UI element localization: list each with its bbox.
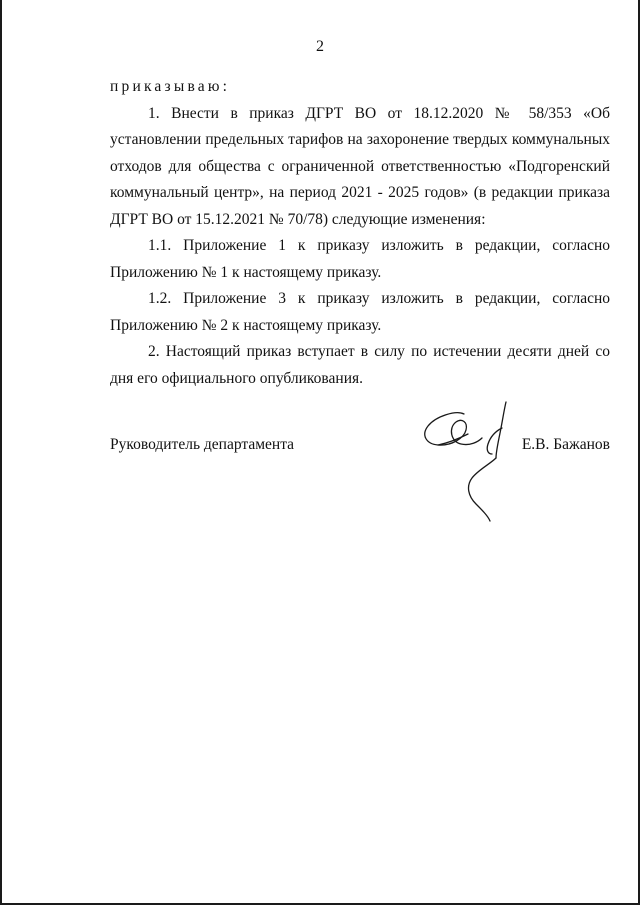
paragraph-item-1: 1. Внести в приказ ДГРТ ВО от 18.12.2020 № 58/353 «Об установлении предельных тарифов на захоронение твердых коммунальных отходов для общества с ограниченной ответственностью «Подгоренский коммунальный центр», на период 2021 - 2025 годов» (в редакции приказа ДГРТ ВО от 15.12.2021 № 70/78) следующие изменения:: [110, 104, 610, 228]
paragraph-item-1-2: 1.2. Приложение 3 к приказу изложить в редакции, согласно Приложению № 2 к настоящему приказу.: [110, 290, 610, 334]
signer-position: Руководитель департамента: [110, 436, 295, 453]
page-number: 2: [316, 38, 324, 55]
paragraph-item-1-1: 1.1. Приложение 1 к приказу изложить в редакции, согласно Приложению № 1 к настоящему приказу.: [110, 237, 610, 281]
handwritten-signature: [418, 398, 518, 523]
opening-word: приказываю:: [110, 78, 231, 95]
signer-name: Е.В. Бажанов: [521, 436, 610, 453]
paragraph-item-2: 2. Настоящий приказ вступает в силу по истечении десяти дней со дня его официального опубликования.: [110, 343, 610, 387]
document-body: [110, 74, 610, 392]
